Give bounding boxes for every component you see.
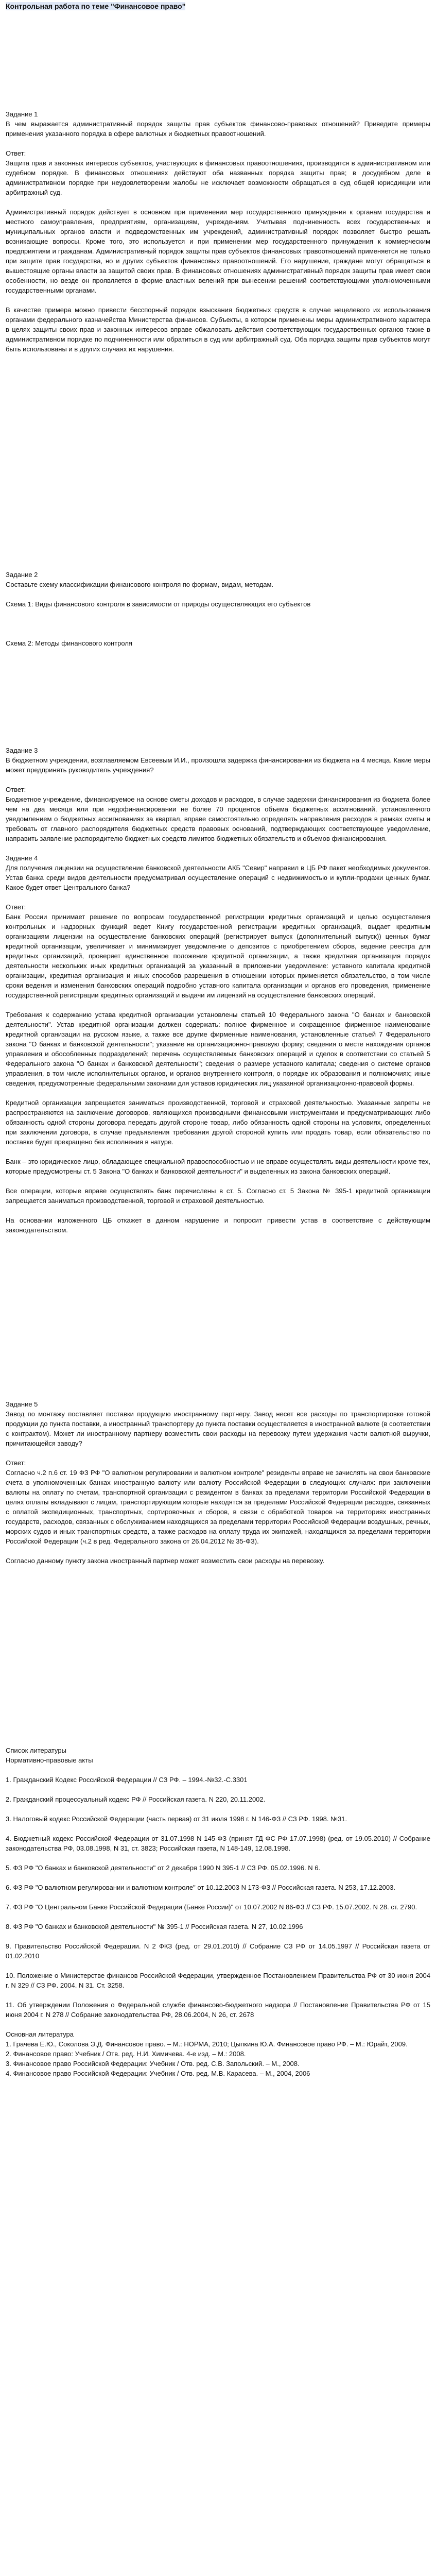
answer-label: Ответ: <box>6 786 26 793</box>
references-list <box>6 1775 430 2020</box>
answer-paragraph: Согласно ч.2 п.6 ст. 19 ФЗ РФ "О валютном регулировании и валютном контроле" резиденты вправе не зачислять на свои банковские счета в уполномоченных банках иностранную валюту или валюту Российской Федерации в следующих случаях: при заключении валюты на оплату по счетам, транспортной организации с резидентом в банках за пределами территории Российской Федерации в целях оплаты вкладывают с лицам, транспортирующим которые находятся за пределами Российской Федерации расходов, связанных с оплатой экспедиционных, транспортных, сортировочных и сборов, в связи с обработкой товаров на территориях иностранных государств, расходов, связанных с обслуживанием находящихся за пределами территории Российской Федерации воздушных, речных, морских судов и иных транспортных средств, а также расходов на оплату труда их экипажей, находящихся за пределами территории Российской Федерации (ч.2 в ред. Федерального закона от 26.04.2012 № 35-ФЗ). <box>6 1469 430 1545</box>
document-title: Контрольная работа по теме "Финансовое право" <box>6 2 186 10</box>
answer-label: Ответ: <box>6 903 26 911</box>
references-subheading: Нормативно-правовые акты <box>6 1756 93 1764</box>
reference-item: 3. Налоговый кодекс Российской Федерации (часть первая) от 31 июля 1998 г. N 146-ФЗ // СЗ РФ. 1998. №31. <box>6 1815 347 1823</box>
answer-paragraph: Банк – это юридическое лицо, обладающее специальной правоспособностью и не вправе осуществлять виды деятельности кроме тех, которые предусмотрены ст. 5 Закона "О банках и банковской деятельности" и выделенных из закона банковских операций. <box>6 1158 430 1175</box>
reference-item: 9. Правительство Российской Федерации. N 2 ФКЗ (ред. от 29.01.2010) // Собрание СЗ РФ от 14.05.1997 // Российская газета от 01.02.2010 <box>6 1942 430 1960</box>
answer-paragraph: Требования к содержанию устава кредитной организации установлены статьей 10 Федерального закона "О банках и банковской деятельности". Устав кредитной организации должен содержать: полное фирменное и сокращенное фирменное наименование кредитной организации на русском языке, а также все другие фирменные наименования, установленные статьей 7 Федерального закона "О банках и банковской деятельности"; указание на организационно-правовую форму; сведения о месте нахождения органов управления и обособленных подразделений; перечень осуществляемых банковских операций и сделок в соответствии со статьей 5 Федерального закона "О банках и банковской деятельности"; сведения о размере уставного капитала; сведения о системе органов управления, в том числе исполнительных органов, и органов внутреннего контроля, о порядке их образования и полномочиях; иные сведения, предусмотренные федеральными законами для уставов юридических лиц указанной организационно-правовой формы. <box>6 1011 430 1087</box>
literature-heading: Основная литература <box>6 2030 74 2038</box>
document-body <box>6 11 430 2078</box>
reference-item: 6. ФЗ РФ "О валютном регулировании и валютном контроле" от 10.12.2003 N 173-ФЗ // Российская газета. N 253, 17.12.2003. <box>6 1884 395 1891</box>
answer-paragraph: В качестве примера можно привести бесспорный порядок взыскания бюджетных средств в случае нецелевого их использования органами федерального казначейства Министерства финансов. Субъекты, в котором применены меры административного характера в целях защиты своих прав и законных интересов вправе обжаловать действия соответствующих государственных органов также в административном порядке по подчиненности или обратиться в суд или арбитражный суд. Оба порядка защиты прав субъектов могут быть использованы и в других случаях их нарушения. <box>6 306 430 353</box>
literature-item: 1. Грачева Е.Ю., Соколова Э.Д. Финансовое право. – М.: НОРМА, 2010; Цыпкина Ю.А. Финансовое право РФ. – М.: Юрайт, 2009. <box>6 2040 408 2048</box>
literature-item: 2. Финансовое право: Учебник / Отв. ред. Н.И. Химичева. 4-е изд. – М.: 2008. <box>6 2050 246 2058</box>
answer-label: Ответ: <box>6 1459 26 1467</box>
literature-item: 3. Финансовое право Российской Федерации: Учебник / Отв. ред. С.В. Запольский. – М., 2008. <box>6 2060 300 2067</box>
answer-paragraph: Защита прав и законных интересов субъектов, участвующих в финансовых правоотношениях, производится в административном или судебном порядке. В финансовых отношениях действуют оба названных порядка защиты прав; в досудебном деле в административном порядке при неудовлетворении жалобы не исключает возможности обращаться в суд общей юрисдикции или арбитражный суд. <box>6 159 430 196</box>
reference-item: 2. Гражданский процессуальный кодекс РФ // Российская газета. N 220, 20.11.2002. <box>6 1795 266 1803</box>
references-heading: Список литературы <box>6 1747 66 1754</box>
reference-item: 4. Бюджетный кодекс Российской Федерации от 31.07.1998 N 145-ФЗ (принят ГД ФС РФ 17.07.1998) (ред. от 19.05.2010) // Собрание законодательства РФ, 03.08.1998, N 31, ст. 3823; Российская газета, N 148-149, 12.08.1998. <box>6 1835 430 1852</box>
task-heading: Задание 1 <box>6 110 38 118</box>
answer-paragraph: Кредитной организации запрещается заниматься производственной, торговой и страховой деятельностью. Указанные запреты не распространяются на заключение договоров, являющихся производными финансовыми инструментами и предусматривающих либо обязанность одной стороны договора передать другой стороне товар, либо обязанность одной стороны на условиях, определенных при заключении договора, в случае предъявления требования другой стороной купить или продать товар, если обязательство по поставке будет прекращено без исполнения в натуре. <box>6 1099 430 1146</box>
references <box>6 1745 430 2078</box>
literature-item: 4. Финансовое право Российской Федерации: Учебник / Отв. ред. М.В. Карасева. – М., 2004, 2006 <box>6 2070 310 2077</box>
task-4 <box>6 853 430 1235</box>
answer-paragraph: Административный порядок действует в основном при применении мер государственного принуждения к органам государства и местного самоуправления, предприятиям, организациям, учреждениям. Учитывая подчиненность всех государственных и муниципальных органов власти и подведомственных им учреждений, административный порядок позволяет быстро решать возникающие вопросы. Кроме того, это используется и при применении мер государственного принуждения к коммерческим предприятиям и гражданам. Административный порядок защиты прав субъектов финансовых правоотношений применяется не только при защите прав государства, но и других субъектов финансовых правоотношений. Его нарушение, граждане могут обращаться в вышестоящие органы власти за защитой своих прав. В финансовых отношениях административный порядок защиты прав имеет свои особенности, но везде он проявляется в форме властных велений при вынесении решений соответствующими уполномоченными государственными органами. <box>6 208 430 294</box>
task-question: Для получения лицензии на осуществление банковской деятельности АКБ "Севир" направил в ЦБ РФ пакет необходимых документов. Устав банка среди видов деятельности предусматривал осуществление операций с недвижимостью и купли-продажи ценных бумаг. Какое будет ответ Центрального банка? <box>6 864 430 891</box>
task-question: В бюджетном учреждении, возглавляемом Евсеевым И.И., произошла задержка финансирования из бюджета на 4 месяца. Какие меры может предпринять руководитель учреждения? <box>6 756 430 774</box>
scheme-caption: Схема 1: Виды финансового контроля в зависимости от природы осуществляющих его субъектов <box>6 600 311 608</box>
answer-paragraph: Бюджетное учреждение, финансируемое на основе сметы доходов и расходов, в случае задержки финансирования из бюджета более чем на два месяца или при недофинансировании не более 70 процентов объема бюджетных ассигнований, установленного уведомлением о бюджетных ассигнованиях за квартал, вправе самостоятельно определять направления расходов в рамках сметы и требовать от главного распорядителя бюджетных средств правовых оснований, подтверждающих соответствующее уведомление, направить заявление распорядителю бюджетных средств лимитов бюджетных обязательств и объемов финансирования. <box>6 795 430 842</box>
answer-paragraph: Все операции, которые вправе осуществлять банк перечислены в ст. 5. Согласно ст. 5 Закона № 395-1 кредитной организации запрещается заниматься производственной, торговой и страховой деятельностью. <box>6 1187 430 1205</box>
task-2 <box>6 570 430 648</box>
reference-item: 1. Гражданский Кодекс Российской Федерации // СЗ РФ. – 1994.-№32.-С.3301 <box>6 1776 248 1784</box>
answer-paragraph: На основании изложенного ЦБ откажет в данном нарушение и попросит привести устав в соответствие с действующим законодательством. <box>6 1216 430 1234</box>
task-question: Завод по монтажу поставляет поставки продукцию иностранному партнеру. Завод несет все расходы по транспортировке готовой продукции до пункта поставки, а иностранный транспортеру до пункта поставки осуществляется в иностранной валюте (в соответствии с контрактом). Может ли иностранному партнеру возместить свои расходы на перевозку путем удержания части валютной выручки, причитающейся заводу? <box>6 1410 430 1447</box>
task-question: Составьте схему классификации финансового контроля по формам, видам, методам. <box>6 581 274 588</box>
task-3 <box>6 745 430 843</box>
task-heading: Задание 5 <box>6 1400 38 1408</box>
literature-list <box>6 2039 430 2078</box>
task-heading: Задание 2 <box>6 571 38 579</box>
task-heading: Задание 3 <box>6 747 38 754</box>
answer-label: Ответ: <box>6 149 26 157</box>
task-5 <box>6 1399 430 1566</box>
task-1 <box>6 109 430 354</box>
task-heading: Задание 4 <box>6 854 38 862</box>
reference-item: 11. Об утверждении Положения о Федеральной службе финансово-бюджетного надзора // Постановление Правительства РФ от 15 июня 2004 г. N 278 // Собрание законодательства РФ, 28.06.2004, N 26, ст. 2678 <box>6 2001 430 2019</box>
answer-paragraph: Банк России принимает решение по вопросам государственной регистрации кредитных организаций и целью осуществления контрольных и надзорных функций ведет Книгу государственной регистрации кредитных организаций, выдает кредитным организациям лицензии на осуществление банковских операций (регистрирует выпуск (дополнительный выпуск)) ценных бумаг кредитной организации, увеличивает и минимизирует уведомление о депозитов с приобретением сборов, ведение реестра для кредитных организаций, проверяет единственное положение кредитной организации, а также кредитная организация порядок деятельности нескольких иных кредитных организаций за указанный в приложении уведомление: уставного капитала кредитной организации, кредитная организация и иных способов разрешения в отношении которых применяется обязательство, в том числе сроки ведения и изменения банковских операций подробно уставного капитала организации и органов его проведения, применение государственной регистрации кредитных организаций и выдачи им лицензий на осуществление банковских операций. <box>6 913 430 999</box>
reference-item: 8. ФЗ РФ "О банках и банковской деятельности" № 395-1 // Российская газета. N 27, 10.02.1996 <box>6 1923 303 1930</box>
reference-item: 7. ФЗ РФ "О Центральном Банке Российской Федерации (Банке России)" от 10.07.2002 N 86-ФЗ // СЗ РФ. 15.07.2002. N 28. ст. 2790. <box>6 1903 417 1911</box>
answer-paragraph: Согласно данному пункту закона иностранный партнер может возместить свои расходы на перевозку. <box>6 1557 325 1565</box>
reference-item: 5. ФЗ РФ "О банках и банковской деятельности" от 2 декабря 1990 N 395-1 // СЗ РФ. 05.02.1996. N 6. <box>6 1864 321 1872</box>
scheme-caption: Схема 2: Методы финансового контроля <box>6 639 132 647</box>
task-question: В чем выражается административный порядок защиты прав субъектов финансово-правовых отношений? Приведите примеры применения указанного порядка в сфере валютных и бюджетных правоотношений. <box>6 120 430 138</box>
reference-item: 10. Положение о Министерстве финансов Российской Федерации, утвержденное Постановлением Правительства РФ от 30 июня 2004 г. N 329 // СЗ РФ. 2004. N 31. Ст. 3258. <box>6 1972 430 1989</box>
